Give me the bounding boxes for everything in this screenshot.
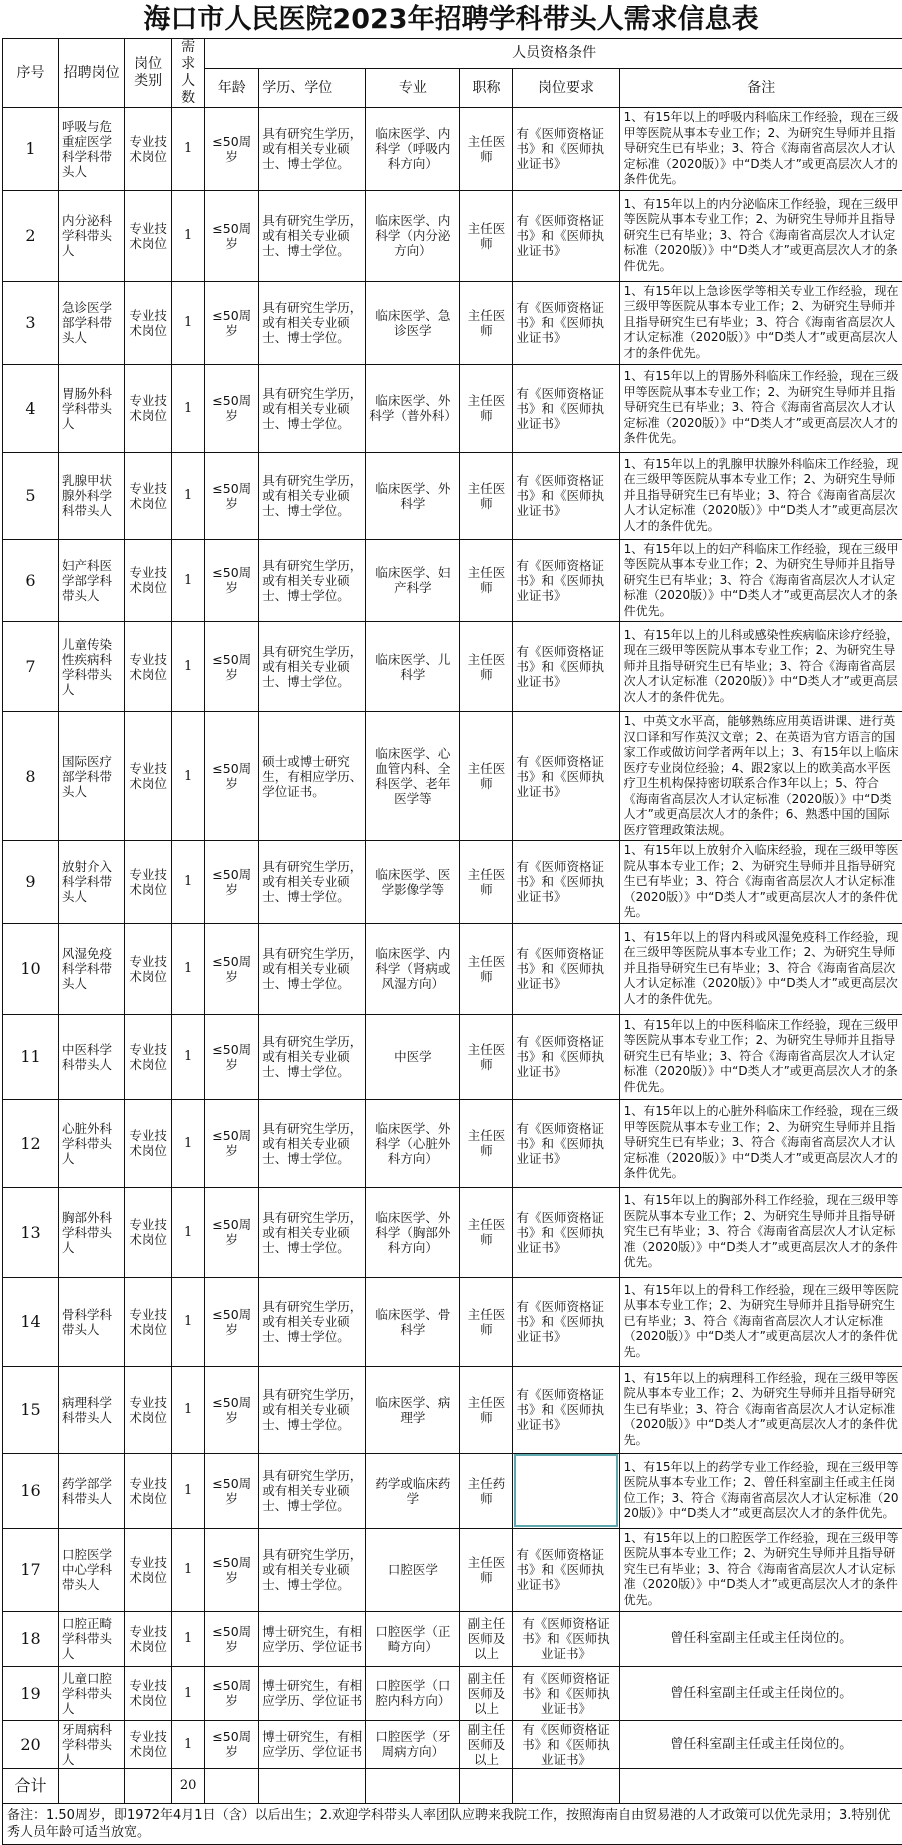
- row-category: 专业技术岗位: [125, 923, 172, 1014]
- table-row: [3, 923, 902, 1014]
- table-row: [3, 452, 902, 539]
- row-position: 骨科学科带头人: [59, 1277, 125, 1366]
- recruitment-table: [2, 38, 902, 1845]
- row-education: 博士研究生，有相应学历、学位证书: [259, 1666, 366, 1720]
- row-education: 博士研究生，有相应学历、学位证书: [259, 1611, 366, 1666]
- row-title: 主任药师: [460, 1453, 513, 1528]
- row-position: 乳腺甲状腺外科学科带头人: [59, 452, 125, 539]
- row-position: 口腔正畸学科带头人: [59, 1611, 125, 1666]
- row-title: 主任医师: [460, 1277, 513, 1366]
- row-age: ≤50周岁: [205, 712, 259, 841]
- row-requirement: 有《医师资格证书》和《医师执业证书》: [513, 923, 619, 1014]
- row-title: 主任医师: [460, 622, 513, 712]
- row-seq: 7: [3, 622, 59, 712]
- row-position: 国际医疗部学科带头人: [59, 712, 125, 841]
- table-row: [3, 1277, 902, 1366]
- row-seq: 2: [3, 190, 59, 281]
- row-age: ≤50周岁: [205, 190, 259, 281]
- row-age: ≤50周岁: [205, 622, 259, 712]
- row-seq: 14: [3, 1277, 59, 1366]
- row-major: 临床医学、外科学（普外科）: [366, 364, 460, 452]
- table-row: [3, 1366, 902, 1453]
- row-position: 药学部学科带头人: [59, 1453, 125, 1528]
- row-category: 专业技术岗位: [125, 1453, 172, 1528]
- row-education: 具有研究生学历，或有相关专业硕士、博士学位。: [259, 622, 366, 712]
- row-requirement: 有《医师资格证书》和《医师执业证书》: [513, 452, 619, 539]
- header-seq: 序号: [3, 39, 59, 108]
- row-requirement: 有《医师资格证书》和《医师执业证书》: [513, 712, 619, 841]
- row-education: 具有研究生学历，或有相关专业硕士、博士学位。: [259, 1187, 366, 1277]
- row-position: 胸部外科学科带头人: [59, 1187, 125, 1277]
- row-age: ≤50周岁: [205, 364, 259, 452]
- row-category: 专业技术岗位: [125, 712, 172, 841]
- row-position: 心脏外科学科带头人: [59, 1099, 125, 1187]
- row-position: 病理科学科带头人: [59, 1366, 125, 1453]
- row-remark: 1、有15年以上的肾内科或风湿免疫科工作经验，现在三级甲等医院从事本专业工作；2、为研究生导师并且指导研究生已有毕业；3、符合《海南省高层次人才认定标准（2020版）》中“D类人才”或更高层次人才的条件优先。: [619, 923, 902, 1014]
- row-title: 主任医师: [460, 1366, 513, 1453]
- row-title: 副主任医师及以上: [460, 1666, 513, 1720]
- page-title: 海口市人民医院2023年招聘学科带头人需求信息表: [0, 0, 902, 38]
- row-seq: 19: [3, 1666, 59, 1720]
- row-count: 1: [172, 1666, 205, 1720]
- row-requirement: 有《医师资格证书》和《医师执业证书》: [513, 281, 619, 364]
- row-title: 主任医师: [460, 364, 513, 452]
- row-education: 硕士或博士研究生，有相应学历、学位证书。: [259, 712, 366, 841]
- table-row: [3, 622, 902, 712]
- row-remark: 1、有15年以上的心脏外科临床工作经验，现在三级甲等医院从事本专业工作；2、为研究生导师并且指导研究生已有毕业；3、符合《海南省高层次人才认定标准（2020版）》中“D类人才”或更高层次人才的条件优先。: [619, 1099, 902, 1187]
- row-major: 临床医学、外科学（胸部外科方向）: [366, 1187, 460, 1277]
- row-major: 临床医学、外科学: [366, 452, 460, 539]
- total-empty: [460, 1768, 513, 1803]
- row-title: 主任医师: [460, 923, 513, 1014]
- row-age: ≤50周岁: [205, 1187, 259, 1277]
- row-major: 口腔医学（正畸方向）: [366, 1611, 460, 1666]
- row-position: 儿童传染性疾病科学科带头人: [59, 622, 125, 712]
- row-count: 1: [172, 1528, 205, 1611]
- row-remark: 1、有15年以上放射介入临床经验，现在三级甲等医院从事本专业工作；2、为研究生导师并且指导研究生已有毕业；3、符合《海南省高层次人才认定标准（2020版）》中“D类人才”或更高层次人才的条件优先。: [619, 841, 902, 924]
- table-row: [3, 1720, 902, 1768]
- row-age: ≤50周岁: [205, 1611, 259, 1666]
- row-requirement: 有《医师资格证书》和《医师执业证书》: [513, 1277, 619, 1366]
- row-age: ≤50周岁: [205, 452, 259, 539]
- row-title: 主任医师: [460, 281, 513, 364]
- row-category: 专业技术岗位: [125, 108, 172, 191]
- row-count: 1: [172, 1277, 205, 1366]
- header-requirement: 岗位要求: [513, 69, 619, 108]
- row-count: 1: [172, 923, 205, 1014]
- total-empty: [259, 1768, 366, 1803]
- row-category: 专业技术岗位: [125, 190, 172, 281]
- total-empty: [513, 1768, 619, 1803]
- row-remark: 1、有15年以上急诊医学等相关专业工作经验，现在三级甲等医院从事本专业工作；2、为研究生导师并且指导研究生已有毕业；3、符合《海南省高层次人才认定标准（2020版）》中“D类人才”或更高层次人才的条件优先。: [619, 281, 902, 364]
- row-age: ≤50周岁: [205, 1720, 259, 1768]
- row-seq: 17: [3, 1528, 59, 1611]
- row-position: 口腔医学中心学科带头人: [59, 1528, 125, 1611]
- footnote: 备注：1.50周岁，即1972年4月1日（含）以后出生；2.欢迎学科带头人率团队应聘来我院工作，按照海南自由贸易港的人才政策可以优先录用；3.特别优秀人员年龄可适当放宽。: [3, 1803, 902, 1844]
- row-education: 具有研究生学历，或有相关专业硕士、博士学位。: [259, 108, 366, 191]
- total-empty: [205, 1768, 259, 1803]
- row-position: 胃肠外科学科带头人: [59, 364, 125, 452]
- row-position: 风湿免疫科学科带头人: [59, 923, 125, 1014]
- row-education: 具有研究生学历，或有相关专业硕士、博士学位。: [259, 923, 366, 1014]
- row-title: 主任医师: [460, 190, 513, 281]
- row-category: 专业技术岗位: [125, 1366, 172, 1453]
- header-education: 学历、学位: [259, 69, 366, 108]
- row-category: 专业技术岗位: [125, 452, 172, 539]
- header-major: 专业: [366, 69, 460, 108]
- row-position: 急诊医学部学科带头人: [59, 281, 125, 364]
- row-category: 专业技术岗位: [125, 1666, 172, 1720]
- row-count: 1: [172, 539, 205, 622]
- row-position: 放射介入科学科带头人: [59, 841, 125, 924]
- row-category: 专业技术岗位: [125, 539, 172, 622]
- row-count: 1: [172, 1099, 205, 1187]
- row-education: 具有研究生学历，或有相关专业硕士、博士学位。: [259, 539, 366, 622]
- row-age: ≤50周岁: [205, 108, 259, 191]
- row-remark: 1、有15年以上的口腔医学工作经验，现在三级甲等医院从事本专业工作；2、为研究生导师并且指导研究生已有毕业；3、符合《海南省高层次人才认定标准（2020版）》中“D类人才”或更高层次人才的条件优先。: [619, 1528, 902, 1611]
- table-row: [3, 841, 902, 924]
- row-category: 专业技术岗位: [125, 841, 172, 924]
- row-category: 专业技术岗位: [125, 1720, 172, 1768]
- row-position: 妇产科医学部学科带头人: [59, 539, 125, 622]
- row-age: ≤50周岁: [205, 1014, 259, 1099]
- row-remark: 1、有15年以上的骨科工作经验，现在三级甲等医院从事本专业工作；2、为研究生导师并且指导研究生已有毕业；3、符合《海南省高层次人才认定标准（2020版）》中“D类人才”或更高层次人才的条件优先。: [619, 1277, 902, 1366]
- row-position: 内分泌科学科带头人: [59, 190, 125, 281]
- row-requirement: 有《医师资格证书》和《医师执业证书》: [513, 1099, 619, 1187]
- header-title: 职称: [460, 69, 513, 108]
- row-age: ≤50周岁: [205, 1453, 259, 1528]
- row-count: 1: [172, 281, 205, 364]
- row-education: 具有研究生学历，或有相关专业硕士、博士学位。: [259, 364, 366, 452]
- row-education: 具有研究生学历，或有相关专业硕士、博士学位。: [259, 190, 366, 281]
- row-position: 牙周病科学科带头人: [59, 1720, 125, 1768]
- row-major: 口腔医学（牙周病方向）: [366, 1720, 460, 1768]
- row-seq: 3: [3, 281, 59, 364]
- table-row: [3, 539, 902, 622]
- row-education: 具有研究生学历，或有相关专业硕士、博士学位。: [259, 1277, 366, 1366]
- row-count: 1: [172, 1720, 205, 1768]
- table-row: [3, 1453, 902, 1528]
- row-major: 临床医学、内科学（肾病或风湿方向）: [366, 923, 460, 1014]
- row-title: 主任医师: [460, 108, 513, 191]
- row-category: 专业技术岗位: [125, 1277, 172, 1366]
- row-category: 专业技术岗位: [125, 364, 172, 452]
- row-age: ≤50周岁: [205, 1666, 259, 1720]
- row-remark: 1、有15年以上的中医科临床工作经验，现在三级甲等医院从事本专业工作；2、为研究生导师并且指导研究生已有毕业；3、符合《海南省高层次人才认定标准（2020版）》中“D类人才”或更高层次人才的条件优先。: [619, 1014, 902, 1099]
- row-seq: 16: [3, 1453, 59, 1528]
- table-row: [3, 712, 902, 841]
- row-category: 专业技术岗位: [125, 1187, 172, 1277]
- row-education: 具有研究生学历，或有相关专业硕士、博士学位。: [259, 1366, 366, 1453]
- row-requirement: 有《医师资格证书》和《医师执业证书》: [513, 190, 619, 281]
- row-requirement: 有《医师资格证书》和《医师执业证书》: [513, 1366, 619, 1453]
- row-seq: 20: [3, 1720, 59, 1768]
- row-age: ≤50周岁: [205, 1099, 259, 1187]
- row-count: 1: [172, 622, 205, 712]
- row-title: 主任医师: [460, 841, 513, 924]
- row-requirement: 有《医师资格证书》和《医师执业证书》: [513, 364, 619, 452]
- total-empty: [619, 1768, 902, 1803]
- header-age: 年龄: [205, 69, 259, 108]
- row-count: 1: [172, 1187, 205, 1277]
- table-row: [3, 364, 902, 452]
- header-position: 招聘岗位: [59, 39, 125, 108]
- row-position: 儿童口腔学科带头人: [59, 1666, 125, 1720]
- row-title: 主任医师: [460, 1099, 513, 1187]
- row-major: 口腔医学（口腔内科方向）: [366, 1666, 460, 1720]
- header-count: 需求人数: [172, 39, 205, 108]
- row-major: 临床医学、内科学（内分泌方向）: [366, 190, 460, 281]
- row-remark: 1、有15年以上的胸部外科工作经验，现在三级甲等医院从事本专业工作；2、为研究生导师并且指导研究生已有毕业；3、符合《海南省高层次人才认定标准（2020版）》中“D类人才”或更高层次人才的条件优先。: [619, 1187, 902, 1277]
- table-row: [3, 108, 902, 191]
- row-age: ≤50周岁: [205, 1277, 259, 1366]
- table-row: [3, 281, 902, 364]
- row-major: 口腔医学: [366, 1528, 460, 1611]
- row-requirement: 有《医师资格证书》和《医师执业证书》: [513, 1720, 619, 1768]
- row-requirement: 有《医师资格证书》和《医师执业证书》: [513, 108, 619, 191]
- row-education: 博士研究生，有相应学历、学位证书: [259, 1720, 366, 1768]
- table-row: [3, 1611, 902, 1666]
- row-education: 具有研究生学历，或有相关专业硕士、博士学位。: [259, 452, 366, 539]
- row-count: 1: [172, 364, 205, 452]
- row-age: ≤50周岁: [205, 841, 259, 924]
- row-count: 1: [172, 1366, 205, 1453]
- row-education: 具有研究生学历，或有相关专业硕士、博士学位。: [259, 281, 366, 364]
- row-education: 具有研究生学历，或有相关专业硕士、博士学位。: [259, 1453, 366, 1528]
- row-major: 临床医学、医学影像学等: [366, 841, 460, 924]
- row-major: 临床医学、急诊医学: [366, 281, 460, 364]
- table-row: [3, 1187, 902, 1277]
- table-row: [3, 1666, 902, 1720]
- row-requirement: 有《医师资格证书》和《医师执业证书》: [513, 841, 619, 924]
- row-remark: 1、有15年以上的乳腺甲状腺外科临床工作经验，现在三级甲等医院从事本专业工作；2、为研究生导师并且指导研究生已有毕业；3、符合《海南省高层次人才认定标准（2020版）》中“D类人才”或更高层次人才的条件优先。: [619, 452, 902, 539]
- total-row: [3, 1768, 902, 1803]
- row-major: 临床医学、内科学（呼吸内科方向）: [366, 108, 460, 191]
- row-remark: 1、有15年以上的儿科或感染性疾病临床诊疗经验，现在三级甲等医院从事本专业工作；2、为研究生导师并且指导研究生已有毕业；3、符合《海南省高层次人才认定标准（2020版）》中“D类人才”或更高层次人才的条件优先。: [619, 622, 902, 712]
- row-remark: 1、中英文水平高，能够熟练应用英语讲课、进行英汉口译和写作英汉文章；2、在英语为官方语言的国家工作或做访问学者两年以上；3、有15年以上临床医疗专业岗位经验；4、跟2家以上的欧美高水平医疗卫生机构保持密切联系合作3年以上；5、符合《海南省高层次人才认定标准（2020版）》中“D类人才”或更高层次人才的条件；6、熟悉中国的国际医疗管理政策法规。: [619, 712, 902, 841]
- row-seq: 12: [3, 1099, 59, 1187]
- row-seq: 5: [3, 452, 59, 539]
- row-category: 专业技术岗位: [125, 281, 172, 364]
- row-requirement: 有《医师资格证书》和《医师执业证书》: [513, 1187, 619, 1277]
- row-title: 主任医师: [460, 452, 513, 539]
- row-title: 副主任医师及以上: [460, 1611, 513, 1666]
- row-requirement: 有《医师资格证书》和《医师执业证书》: [513, 1611, 619, 1666]
- header-remark: 备注: [619, 69, 902, 108]
- row-remark: 1、有15年以上的妇产科临床工作经验，现在三级甲等医院从事本专业工作；2、为研究生导师并且指导研究生已有毕业；3、符合《海南省高层次人才认定标准（2020版）》中“D类人才”或更高层次人才的条件优先。: [619, 539, 902, 622]
- row-title: 副主任医师及以上: [460, 1720, 513, 1768]
- row-seq: 18: [3, 1611, 59, 1666]
- row-title: 主任医师: [460, 1014, 513, 1099]
- row-count: 1: [172, 1014, 205, 1099]
- row-major: 临床医学、骨科学: [366, 1277, 460, 1366]
- row-category: 专业技术岗位: [125, 1611, 172, 1666]
- row-category: 专业技术岗位: [125, 1528, 172, 1611]
- row-category: 专业技术岗位: [125, 622, 172, 712]
- row-seq: 11: [3, 1014, 59, 1099]
- row-title: 主任医师: [460, 539, 513, 622]
- row-seq: 9: [3, 841, 59, 924]
- total-empty: [366, 1768, 460, 1803]
- total-count: 20: [172, 1768, 205, 1803]
- row-count: 1: [172, 712, 205, 841]
- row-count: 1: [172, 452, 205, 539]
- row-remark: 1、有15年以上的呼吸内科临床工作经验，现在三级甲等医院从事本专业工作；2、为研究生导师并且指导研究生已有毕业；3、符合《海南省高层次人才认定标准（2020版）》中“D类人才”或更高层次人才的条件优先。: [619, 108, 902, 191]
- row-count: 1: [172, 108, 205, 191]
- total-empty: [59, 1768, 125, 1803]
- row-category: 专业技术岗位: [125, 1099, 172, 1187]
- row-requirement: 有《医师资格证书》和《医师执业证书》: [513, 539, 619, 622]
- row-seq: 10: [3, 923, 59, 1014]
- header-category: 岗位类别: [125, 39, 172, 108]
- table-row: [3, 1528, 902, 1611]
- table-row: [3, 1014, 902, 1099]
- row-age: ≤50周岁: [205, 539, 259, 622]
- row-education: 具有研究生学历，或有相关专业硕士、博士学位。: [259, 1528, 366, 1611]
- row-requirement: 有《医师资格证书》和《医师执业证书》: [513, 622, 619, 712]
- row-count: 1: [172, 190, 205, 281]
- table-row: [3, 190, 902, 281]
- row-seq: 1: [3, 108, 59, 191]
- row-age: ≤50周岁: [205, 1366, 259, 1453]
- row-requirement[interactable]: [513, 1453, 619, 1528]
- row-position: 中医科学科带头人: [59, 1014, 125, 1099]
- row-education: 具有研究生学历，或有相关专业硕士、博士学位。: [259, 841, 366, 924]
- row-remark: 曾任科室副主任或主任岗位的。: [619, 1666, 902, 1720]
- row-major: 中医学: [366, 1014, 460, 1099]
- total-label: 合计: [3, 1768, 59, 1803]
- row-count: 1: [172, 1453, 205, 1528]
- row-requirement: 有《医师资格证书》和《医师执业证书》: [513, 1014, 619, 1099]
- row-remark: 1、有15年以上的内分泌临床工作经验，现在三级甲等医院从事本专业工作；2、为研究生导师并且指导研究生已有毕业；3、符合《海南省高层次人才认定标准（2020版）》中“D类人才”或更高层次人才的条件优先。: [619, 190, 902, 281]
- row-title: 主任医师: [460, 1187, 513, 1277]
- row-remark: 曾任科室副主任或主任岗位的。: [619, 1611, 902, 1666]
- row-seq: 8: [3, 712, 59, 841]
- row-major: 临床医学、病理学: [366, 1366, 460, 1453]
- row-remark: 1、有15年以上的胃肠外科临床工作经验，现在三级甲等医院从事本专业工作；2、为研究生导师并且指导研究生已有毕业；3、符合《海南省高层次人才认定标准（2020版）》中“D类人才”或更高层次人才的条件优先。: [619, 364, 902, 452]
- table-row: [3, 1099, 902, 1187]
- row-count: 1: [172, 1611, 205, 1666]
- row-title: 主任医师: [460, 1528, 513, 1611]
- row-major: 药学或临床药学: [366, 1453, 460, 1528]
- row-major: 临床医学、妇产科学: [366, 539, 460, 622]
- row-education: 具有研究生学历，或有相关专业硕士、博士学位。: [259, 1014, 366, 1099]
- row-education: 具有研究生学历，或有相关专业硕士、博士学位。: [259, 1099, 366, 1187]
- row-age: ≤50周岁: [205, 923, 259, 1014]
- row-remark: 曾任科室副主任或主任岗位的。: [619, 1720, 902, 1768]
- row-count: 1: [172, 841, 205, 924]
- row-seq: 15: [3, 1366, 59, 1453]
- row-major: 临床医学、外科学（心脏外科方向）: [366, 1099, 460, 1187]
- row-seq: 13: [3, 1187, 59, 1277]
- row-seq: 6: [3, 539, 59, 622]
- row-category: 专业技术岗位: [125, 1014, 172, 1099]
- row-age: ≤50周岁: [205, 281, 259, 364]
- row-seq: 4: [3, 364, 59, 452]
- header-qualification-group: 人员资格条件: [205, 39, 902, 69]
- row-position: 呼吸与危重症医学科学科带头人: [59, 108, 125, 191]
- row-title: 主任医师: [460, 712, 513, 841]
- row-remark: 1、有15年以上的病理科工作经验，现在三级甲等医院从事本专业工作；2、为研究生导师并且指导研究生已有毕业；3、符合《海南省高层次人才认定标准（2020版）》中“D类人才”或更高层次人才的条件优先。: [619, 1366, 902, 1453]
- table-body: [3, 108, 902, 1769]
- row-age: ≤50周岁: [205, 1528, 259, 1611]
- row-major: 临床医学、儿科学: [366, 622, 460, 712]
- row-requirement: 有《医师资格证书》和《医师执业证书》: [513, 1528, 619, 1611]
- total-empty: [125, 1768, 172, 1803]
- row-major: 临床医学、心血管内科、全科医学、老年医学等: [366, 712, 460, 841]
- row-remark: 1、有15年以上的药学专业工作经验，现在三级甲等医院从事本专业工作；2、曾任科室副主任或主任岗位工作；3、符合《海南省高层次人才认定标准（2020版）》中“D类人才”或更高层次人才的条件优先。: [619, 1453, 902, 1528]
- row-requirement: 有《医师资格证书》和《医师执业证书》: [513, 1666, 619, 1720]
